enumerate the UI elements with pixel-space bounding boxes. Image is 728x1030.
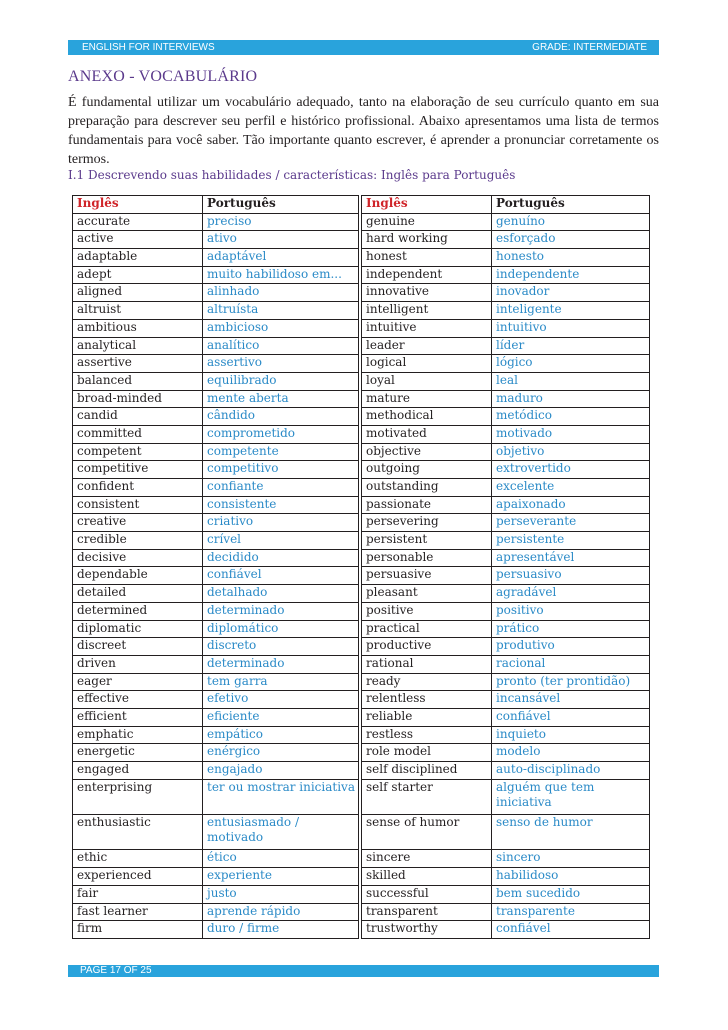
portuguese-translation: competitivo (203, 461, 359, 479)
table-row (362, 479, 650, 497)
portuguese-translation: honesto (492, 249, 650, 267)
header-english: Inglês (362, 196, 492, 214)
table-row (73, 390, 359, 408)
table-row (362, 425, 650, 443)
vocab-table-right (361, 195, 650, 939)
english-term: positive (362, 602, 492, 620)
portuguese-translation: empático (203, 726, 359, 744)
portuguese-translation: ter ou mostrar iniciativa (203, 779, 359, 814)
portuguese-translation: inovador (492, 284, 650, 302)
table-row (73, 850, 359, 868)
table-row (362, 319, 650, 337)
table-row (362, 726, 650, 744)
table-row (362, 602, 650, 620)
english-term: persuasive (362, 567, 492, 585)
portuguese-translation: genuíno (492, 213, 650, 231)
english-term: outstanding (362, 479, 492, 497)
english-term: energetic (73, 744, 203, 762)
table-row (73, 213, 359, 231)
table-row (362, 408, 650, 426)
table-row (362, 744, 650, 762)
english-term: adept (73, 266, 203, 284)
table-row (362, 762, 650, 780)
portuguese-translation: determinado (203, 602, 359, 620)
table-row (73, 284, 359, 302)
english-term: confident (73, 479, 203, 497)
portuguese-translation: consistente (203, 496, 359, 514)
table-row (73, 514, 359, 532)
table-row (362, 461, 650, 479)
table-row (73, 655, 359, 673)
table-row (362, 903, 650, 921)
english-term: enterprising (73, 779, 203, 814)
english-term: mature (362, 390, 492, 408)
portuguese-translation: confiável (492, 921, 650, 939)
english-term: determined (73, 602, 203, 620)
portuguese-translation: cândido (203, 408, 359, 426)
table-row (73, 443, 359, 461)
portuguese-translation: persuasivo (492, 567, 650, 585)
table-row (73, 620, 359, 638)
english-term: driven (73, 655, 203, 673)
english-term: altruist (73, 302, 203, 320)
portuguese-translation: entusiasmado / motivado (203, 815, 359, 850)
table-row (362, 638, 650, 656)
portuguese-translation: incansável (492, 691, 650, 709)
grade-label: GRADE: INTERMEDIATE (532, 42, 647, 53)
portuguese-translation: confiável (492, 708, 650, 726)
english-term: loyal (362, 372, 492, 390)
english-term: decisive (73, 549, 203, 567)
table-row (73, 726, 359, 744)
english-term: skilled (362, 868, 492, 886)
table-row (362, 585, 650, 603)
portuguese-translation: bem sucedido (492, 885, 650, 903)
portuguese-translation: prático (492, 620, 650, 638)
table-row (73, 567, 359, 585)
table-row (362, 815, 650, 850)
table-row (73, 585, 359, 603)
portuguese-translation: senso de humor (492, 815, 650, 850)
intro-paragraph: É fundamental utilizar um vocabulário adequado, tanto na elaboração de seu currículo quanto em sua preparação para descrever seu perfil e histórico profissional. Abaixo apresentamos uma lista de termos fundamentais para você saber. Tão importante quanto escrever, é aprender a pronunciar corretamente os termos. (68, 95, 659, 167)
header-portuguese: Português (492, 196, 650, 214)
table-row (362, 885, 650, 903)
english-term: sincere (362, 850, 492, 868)
english-term: detailed (73, 585, 203, 603)
english-term: eager (73, 673, 203, 691)
portuguese-translation: persistente (492, 532, 650, 550)
portuguese-translation: discreto (203, 638, 359, 656)
english-term: practical (362, 620, 492, 638)
table-row (362, 372, 650, 390)
portuguese-translation: motivado (492, 425, 650, 443)
vocab-table-right-body (362, 213, 650, 938)
table-row (73, 355, 359, 373)
english-term: broad-minded (73, 390, 203, 408)
portuguese-translation: eficiente (203, 708, 359, 726)
english-term: candid (73, 408, 203, 426)
table-row (73, 461, 359, 479)
page-title: ANEXO - VOCABULÁRIO (68, 68, 258, 85)
table-row (73, 691, 359, 709)
english-term: objective (362, 443, 492, 461)
english-term: adaptable (73, 249, 203, 267)
english-term: competent (73, 443, 203, 461)
english-term: active (73, 231, 203, 249)
portuguese-translation: pronto (ter prontidão) (492, 673, 650, 691)
english-term: methodical (362, 408, 492, 426)
english-term: fair (73, 885, 203, 903)
portuguese-translation: agradável (492, 585, 650, 603)
portuguese-translation: intuitivo (492, 319, 650, 337)
portuguese-translation: líder (492, 337, 650, 355)
english-term: trustworthy (362, 921, 492, 939)
portuguese-translation: apaixonado (492, 496, 650, 514)
table-row (362, 302, 650, 320)
portuguese-translation: positivo (492, 602, 650, 620)
english-term: ethic (73, 850, 203, 868)
portuguese-translation: racional (492, 655, 650, 673)
portuguese-translation: apresentável (492, 549, 650, 567)
english-term: intelligent (362, 302, 492, 320)
english-term: outgoing (362, 461, 492, 479)
portuguese-translation: modelo (492, 744, 650, 762)
portuguese-translation: confiante (203, 479, 359, 497)
table-row (362, 532, 650, 550)
table-row (362, 213, 650, 231)
portuguese-translation: muito habilidoso em... (203, 266, 359, 284)
table-row (73, 249, 359, 267)
portuguese-translation: habilidoso (492, 868, 650, 886)
english-term: honest (362, 249, 492, 267)
table-header-row (362, 196, 650, 214)
table-row (73, 602, 359, 620)
table-row (362, 443, 650, 461)
portuguese-translation: diplomático (203, 620, 359, 638)
table-row (362, 231, 650, 249)
portuguese-translation: metódico (492, 408, 650, 426)
english-term: leader (362, 337, 492, 355)
portuguese-translation: esforçado (492, 231, 650, 249)
table-row (73, 479, 359, 497)
portuguese-translation: decidido (203, 549, 359, 567)
table-row (362, 355, 650, 373)
table-row (73, 744, 359, 762)
portuguese-translation: competente (203, 443, 359, 461)
table-row (362, 284, 650, 302)
english-term: engaged (73, 762, 203, 780)
table-row (73, 532, 359, 550)
portuguese-translation: analítico (203, 337, 359, 355)
header-english: Inglês (73, 196, 203, 214)
section-subheading: I.1 Descrevendo suas habilidades / características: Inglês para Português (68, 168, 516, 182)
english-term: enthusiastic (73, 815, 203, 850)
portuguese-translation: objetivo (492, 443, 650, 461)
table-row (362, 868, 650, 886)
table-row (73, 231, 359, 249)
english-term: persevering (362, 514, 492, 532)
english-term: reliable (362, 708, 492, 726)
portuguese-translation: produtivo (492, 638, 650, 656)
header-portuguese: Português (203, 196, 359, 214)
english-term: personable (362, 549, 492, 567)
english-term: productive (362, 638, 492, 656)
portuguese-translation: detalhado (203, 585, 359, 603)
table-row (73, 868, 359, 886)
portuguese-translation: alinhado (203, 284, 359, 302)
table-row (73, 762, 359, 780)
table-row (73, 815, 359, 850)
english-term: transparent (362, 903, 492, 921)
portuguese-translation: leal (492, 372, 650, 390)
english-term: logical (362, 355, 492, 373)
portuguese-translation: ambicioso (203, 319, 359, 337)
english-term: ready (362, 673, 492, 691)
portuguese-translation: excelente (492, 479, 650, 497)
english-term: experienced (73, 868, 203, 886)
portuguese-translation: confiável (203, 567, 359, 585)
portuguese-translation: adaptável (203, 249, 359, 267)
portuguese-translation: comprometido (203, 425, 359, 443)
english-term: sense of humor (362, 815, 492, 850)
english-term: successful (362, 885, 492, 903)
portuguese-translation: duro / firme (203, 921, 359, 939)
english-term: self starter (362, 779, 492, 814)
table-row (362, 567, 650, 585)
portuguese-translation: independente (492, 266, 650, 284)
english-term: genuine (362, 213, 492, 231)
table-row (73, 708, 359, 726)
table-row (73, 673, 359, 691)
english-term: self disciplined (362, 762, 492, 780)
english-term: assertive (73, 355, 203, 373)
english-term: credible (73, 532, 203, 550)
english-term: fast learner (73, 903, 203, 921)
portuguese-translation: criativo (203, 514, 359, 532)
portuguese-translation: inquieto (492, 726, 650, 744)
english-term: pleasant (362, 585, 492, 603)
table-row (362, 266, 650, 284)
english-term: aligned (73, 284, 203, 302)
portuguese-translation: crível (203, 532, 359, 550)
table-row (73, 372, 359, 390)
vocab-table-left (72, 195, 359, 939)
english-term: efficient (73, 708, 203, 726)
portuguese-translation: lógico (492, 355, 650, 373)
english-term: ambitious (73, 319, 203, 337)
english-term: relentless (362, 691, 492, 709)
table-row (73, 903, 359, 921)
table-row (362, 921, 650, 939)
portuguese-translation: alguém que tem iniciativa (492, 779, 650, 814)
table-row (73, 337, 359, 355)
portuguese-translation: altruísta (203, 302, 359, 320)
table-row (362, 514, 650, 532)
table-row (73, 266, 359, 284)
table-row (73, 885, 359, 903)
english-term: intuitive (362, 319, 492, 337)
table-row (73, 302, 359, 320)
portuguese-translation: equilibrado (203, 372, 359, 390)
table-row (362, 390, 650, 408)
english-term: emphatic (73, 726, 203, 744)
portuguese-translation: assertivo (203, 355, 359, 373)
portuguese-translation: inteligente (492, 302, 650, 320)
portuguese-translation: aprende rápido (203, 903, 359, 921)
english-term: restless (362, 726, 492, 744)
table-row (362, 620, 650, 638)
portuguese-translation: experiente (203, 868, 359, 886)
table-row (73, 549, 359, 567)
table-row (362, 850, 650, 868)
portuguese-translation: extrovertido (492, 461, 650, 479)
portuguese-translation: justo (203, 885, 359, 903)
portuguese-translation: maduro (492, 390, 650, 408)
table-row (362, 673, 650, 691)
portuguese-translation: transparente (492, 903, 650, 921)
table-row (73, 779, 359, 814)
portuguese-translation: auto-disciplinado (492, 762, 650, 780)
english-term: innovative (362, 284, 492, 302)
table-row (362, 549, 650, 567)
english-term: dependable (73, 567, 203, 585)
table-row (73, 319, 359, 337)
portuguese-translation: enérgico (203, 744, 359, 762)
portuguese-translation: ético (203, 850, 359, 868)
english-term: passionate (362, 496, 492, 514)
table-row (73, 496, 359, 514)
portuguese-translation: determinado (203, 655, 359, 673)
vocab-table-left-body (73, 213, 359, 938)
table-row (362, 655, 650, 673)
english-term: competitive (73, 461, 203, 479)
header-bar (68, 40, 659, 55)
table-row (73, 921, 359, 939)
table-row (362, 779, 650, 814)
table-row (362, 249, 650, 267)
english-term: analytical (73, 337, 203, 355)
portuguese-translation: tem garra (203, 673, 359, 691)
english-term: balanced (73, 372, 203, 390)
english-term: committed (73, 425, 203, 443)
english-term: firm (73, 921, 203, 939)
english-term: diplomatic (73, 620, 203, 638)
table-row (362, 337, 650, 355)
english-term: creative (73, 514, 203, 532)
footer-bar (68, 965, 659, 977)
table-row (362, 691, 650, 709)
english-term: independent (362, 266, 492, 284)
english-term: discreet (73, 638, 203, 656)
table-header-row (73, 196, 359, 214)
english-term: motivated (362, 425, 492, 443)
table-row (362, 496, 650, 514)
table-row (73, 425, 359, 443)
portuguese-translation: engajado (203, 762, 359, 780)
page-number: PAGE 17 OF 25 (80, 965, 152, 976)
portuguese-translation: preciso (203, 213, 359, 231)
table-row (73, 638, 359, 656)
english-term: hard working (362, 231, 492, 249)
english-term: consistent (73, 496, 203, 514)
english-term: effective (73, 691, 203, 709)
english-term: rational (362, 655, 492, 673)
english-term: accurate (73, 213, 203, 231)
course-title: ENGLISH FOR INTERVIEWS (82, 42, 215, 53)
portuguese-translation: perseverante (492, 514, 650, 532)
portuguese-translation: ativo (203, 231, 359, 249)
table-row (362, 708, 650, 726)
portuguese-translation: efetivo (203, 691, 359, 709)
english-term: persistent (362, 532, 492, 550)
table-row (73, 408, 359, 426)
portuguese-translation: mente aberta (203, 390, 359, 408)
english-term: role model (362, 744, 492, 762)
portuguese-translation: sincero (492, 850, 650, 868)
